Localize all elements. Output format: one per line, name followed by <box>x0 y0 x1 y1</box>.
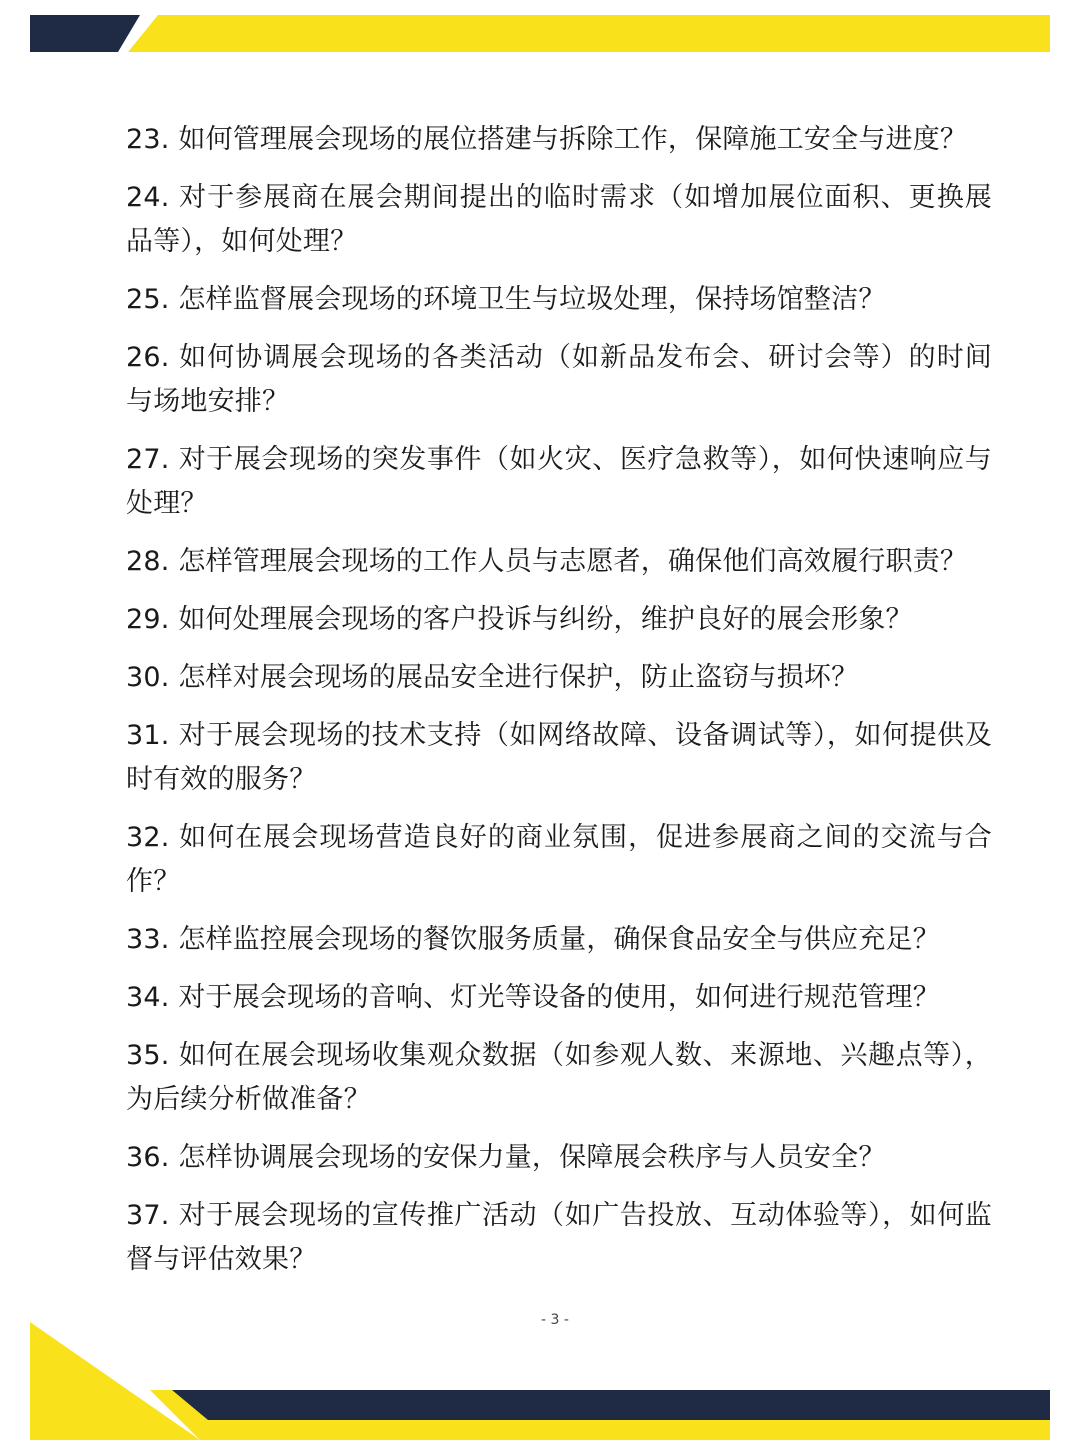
question-item: 32. 如何在展会现场营造良好的商业氛围，促进参展商之间的交流与合作？ <box>126 822 992 897</box>
footer-yellow-band <box>150 1390 1050 1440</box>
question-item: 28. 怎样管理展会现场的工作人员与志愿者，确保他们高效履行职责？ <box>126 546 968 577</box>
page-number: - 3 - <box>541 1312 569 1328</box>
question-item: 29. 如何处理展会现场的客户投诉与纠纷，维护良好的展会形象？ <box>126 604 913 635</box>
question-item: 30. 怎样对展会现场的展品安全进行保护，防止盗窃与损坏？ <box>126 662 859 693</box>
question-item: 36. 怎样协调展会现场的安保力量，保障展会秩序与人员安全？ <box>126 1142 886 1173</box>
footer-yellow-wedge <box>30 1322 200 1440</box>
question-item: 23. 如何管理展会现场的展位搭建与拆除工作，保障施工安全与进度？ <box>126 124 968 155</box>
header-navy-bar <box>30 15 140 52</box>
footer-navy-bar <box>172 1390 1050 1420</box>
question-item: 26. 如何协调展会现场的各类活动（如新品发布会、研讨会等）的时间与场地安排？ <box>126 342 992 417</box>
question-item: 34. 对于展会现场的音响、灯光等设备的使用，如何进行规范管理？ <box>126 982 940 1013</box>
question-item: 27. 对于展会现场的突发事件（如火灾、医疗急救等），如何快速响应与处理？ <box>126 444 992 519</box>
question-list <box>126 118 992 1296</box>
question-item: 25. 怎样监督展会现场的环境卫生与垃圾处理，保持场馆整洁？ <box>126 284 886 315</box>
question-item: 35. 如何在展会现场收集观众数据（如参观人数、来源地、兴趣点等），为后续分析做准备？ <box>126 1040 992 1115</box>
header-yellow-bar <box>128 15 1050 52</box>
question-item: 31. 对于展会现场的技术支持（如网络故障、设备调试等），如何提供及时有效的服务？ <box>126 720 992 795</box>
question-item: 24. 对于参展商在展会期间提出的临时需求（如增加展位面积、更换展品等），如何处理？ <box>126 182 992 257</box>
question-item: 33. 怎样监控展会现场的餐饮服务质量，确保食品安全与供应充足？ <box>126 924 940 955</box>
question-item: 37. 对于展会现场的宣传推广活动（如广告投放、互动体验等），如何监督与评估效果？ <box>126 1200 992 1275</box>
